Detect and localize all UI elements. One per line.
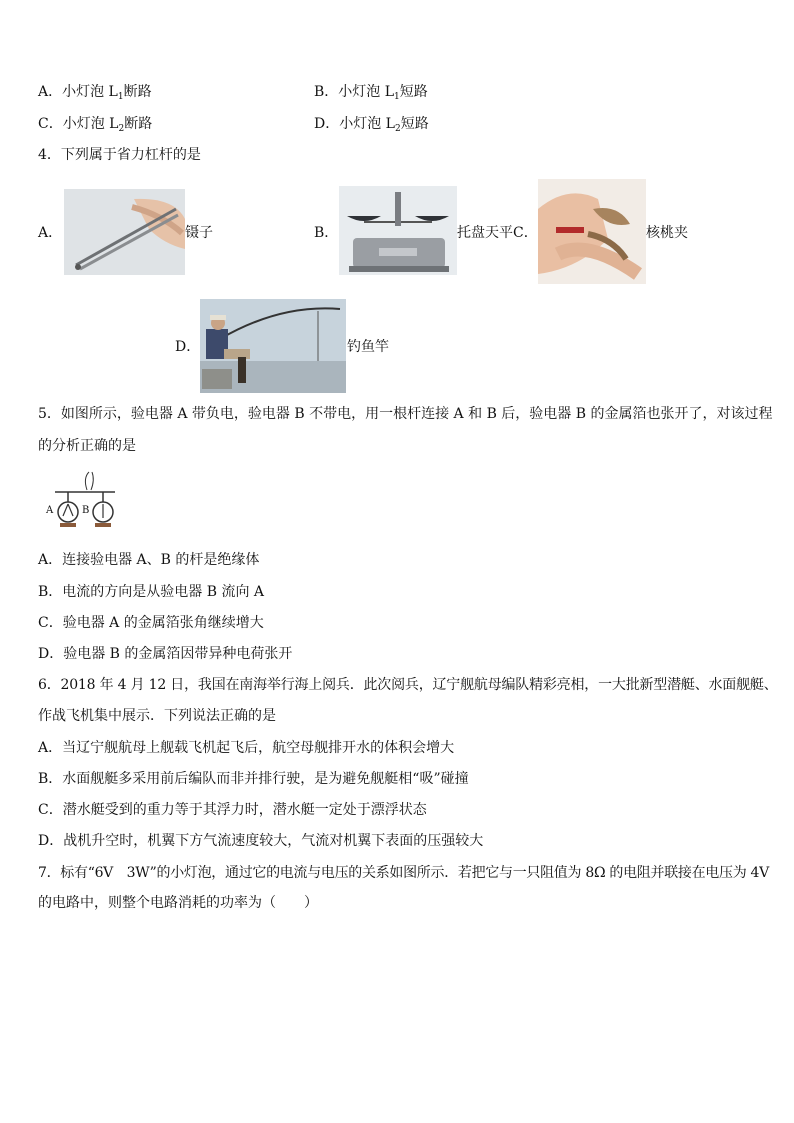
q7-stem-line1: 7．标有“6V 3W”的小灯泡，通过它的电流与电压的关系如图所示．若把它与一只阻值为 8Ω 的电阻并联接在电压为 4V <box>38 865 769 881</box>
electroscope-diagram <box>45 468 125 532</box>
q5-option-c: C．验电器 A 的金属箔张角继续增大 <box>38 615 264 631</box>
q3-option-d-sub: 2 <box>394 124 401 134</box>
electroscope-label-a: A <box>46 505 54 516</box>
q4-option-a-caption: 镊子 <box>185 225 213 241</box>
q3-option-c-sub: 2 <box>118 124 125 134</box>
q6-stem-line2: 作战飞机集中展示．下列说法正确的是 <box>38 708 276 724</box>
q4-option-b-label: B． <box>314 225 339 241</box>
q3-option-b-sub: 1 <box>394 92 400 102</box>
balance-scale-image <box>339 186 457 275</box>
q3-option-d-text: D．小灯泡 L <box>314 116 395 132</box>
q5-option-d: D．验电器 B 的金属箔因带异种电荷张开 <box>38 646 293 662</box>
q6-option-a: A．当辽宁舰航母上舰载飞机起飞后，航空母舰排开水的体积会增大 <box>38 740 455 756</box>
nutcracker-image <box>538 179 646 284</box>
q3-option-d-suffix: 短路 <box>400 116 429 132</box>
q6-option-c: C．潜水艇受到的重力等于其浮力时，潜水艇一定处于漂浮状态 <box>38 802 427 818</box>
q7-stem-line2: 的电路中，则整个电路消耗的功率为（ ） <box>38 895 318 911</box>
q5-option-a: A．连接验电器 A、B 的杆是绝缘体 <box>38 552 260 568</box>
q3-option-a <box>38 83 152 106</box>
q3-option-d <box>314 115 429 138</box>
q5-stem-line2: 的分析正确的是 <box>38 438 136 454</box>
q4-option-a-label: A． <box>38 225 63 241</box>
q4-option-d-caption: 钓鱼竿 <box>347 339 389 355</box>
q3-option-c-text: C．小灯泡 L <box>38 116 119 132</box>
q3-option-a-text: A．小灯泡 L <box>38 84 118 100</box>
q5-stem-line1: 5．如图所示，验电器 A 带负电，验电器 B 不带电，用一根杆连接 A 和 B 后，验电器 B 的金属箔也张开了，对该过程 <box>38 406 773 422</box>
fishing-rod-image <box>200 299 346 393</box>
q4-stem: 4．下列属于省力杠杆的是 <box>38 147 201 163</box>
q4-option-c-caption: 核桃夹 <box>646 225 688 241</box>
q5-option-b: B．电流的方向是从验电器 B 流向 A <box>38 584 265 600</box>
q3-option-c-suffix: 断路 <box>124 116 153 132</box>
q4-option-b-caption: 托盘天平 <box>457 225 513 241</box>
q3-option-b <box>314 83 428 106</box>
q4-option-d-label: D． <box>175 339 201 355</box>
electroscope-label-b: B <box>82 505 90 516</box>
q6-option-b: B．水面舰艇多采用前后编队而非并排行驶，是为避免舰艇相“吸”碰撞 <box>38 771 469 787</box>
q6-option-d: D．战机升空时，机翼下方气流速度较大，气流对机翼下表面的压强较大 <box>38 833 484 849</box>
q3-option-a-sub: 1 <box>117 92 124 102</box>
q3-option-c <box>38 115 152 138</box>
q3-option-a-suffix: 断路 <box>123 84 152 100</box>
q4-option-c-label: C． <box>513 225 538 241</box>
q6-stem-line1: 6．2018 年 4 月 12 日，我国在南海举行海上阅兵．此次阅兵，辽宁舰航母编队精彩亮相，一大批新型潜艇、水面舰艇、 <box>38 677 778 693</box>
tweezers-image <box>64 189 185 275</box>
q3-option-b-suffix: 短路 <box>399 84 428 100</box>
q3-option-b-text: B．小灯泡 L <box>314 84 395 100</box>
